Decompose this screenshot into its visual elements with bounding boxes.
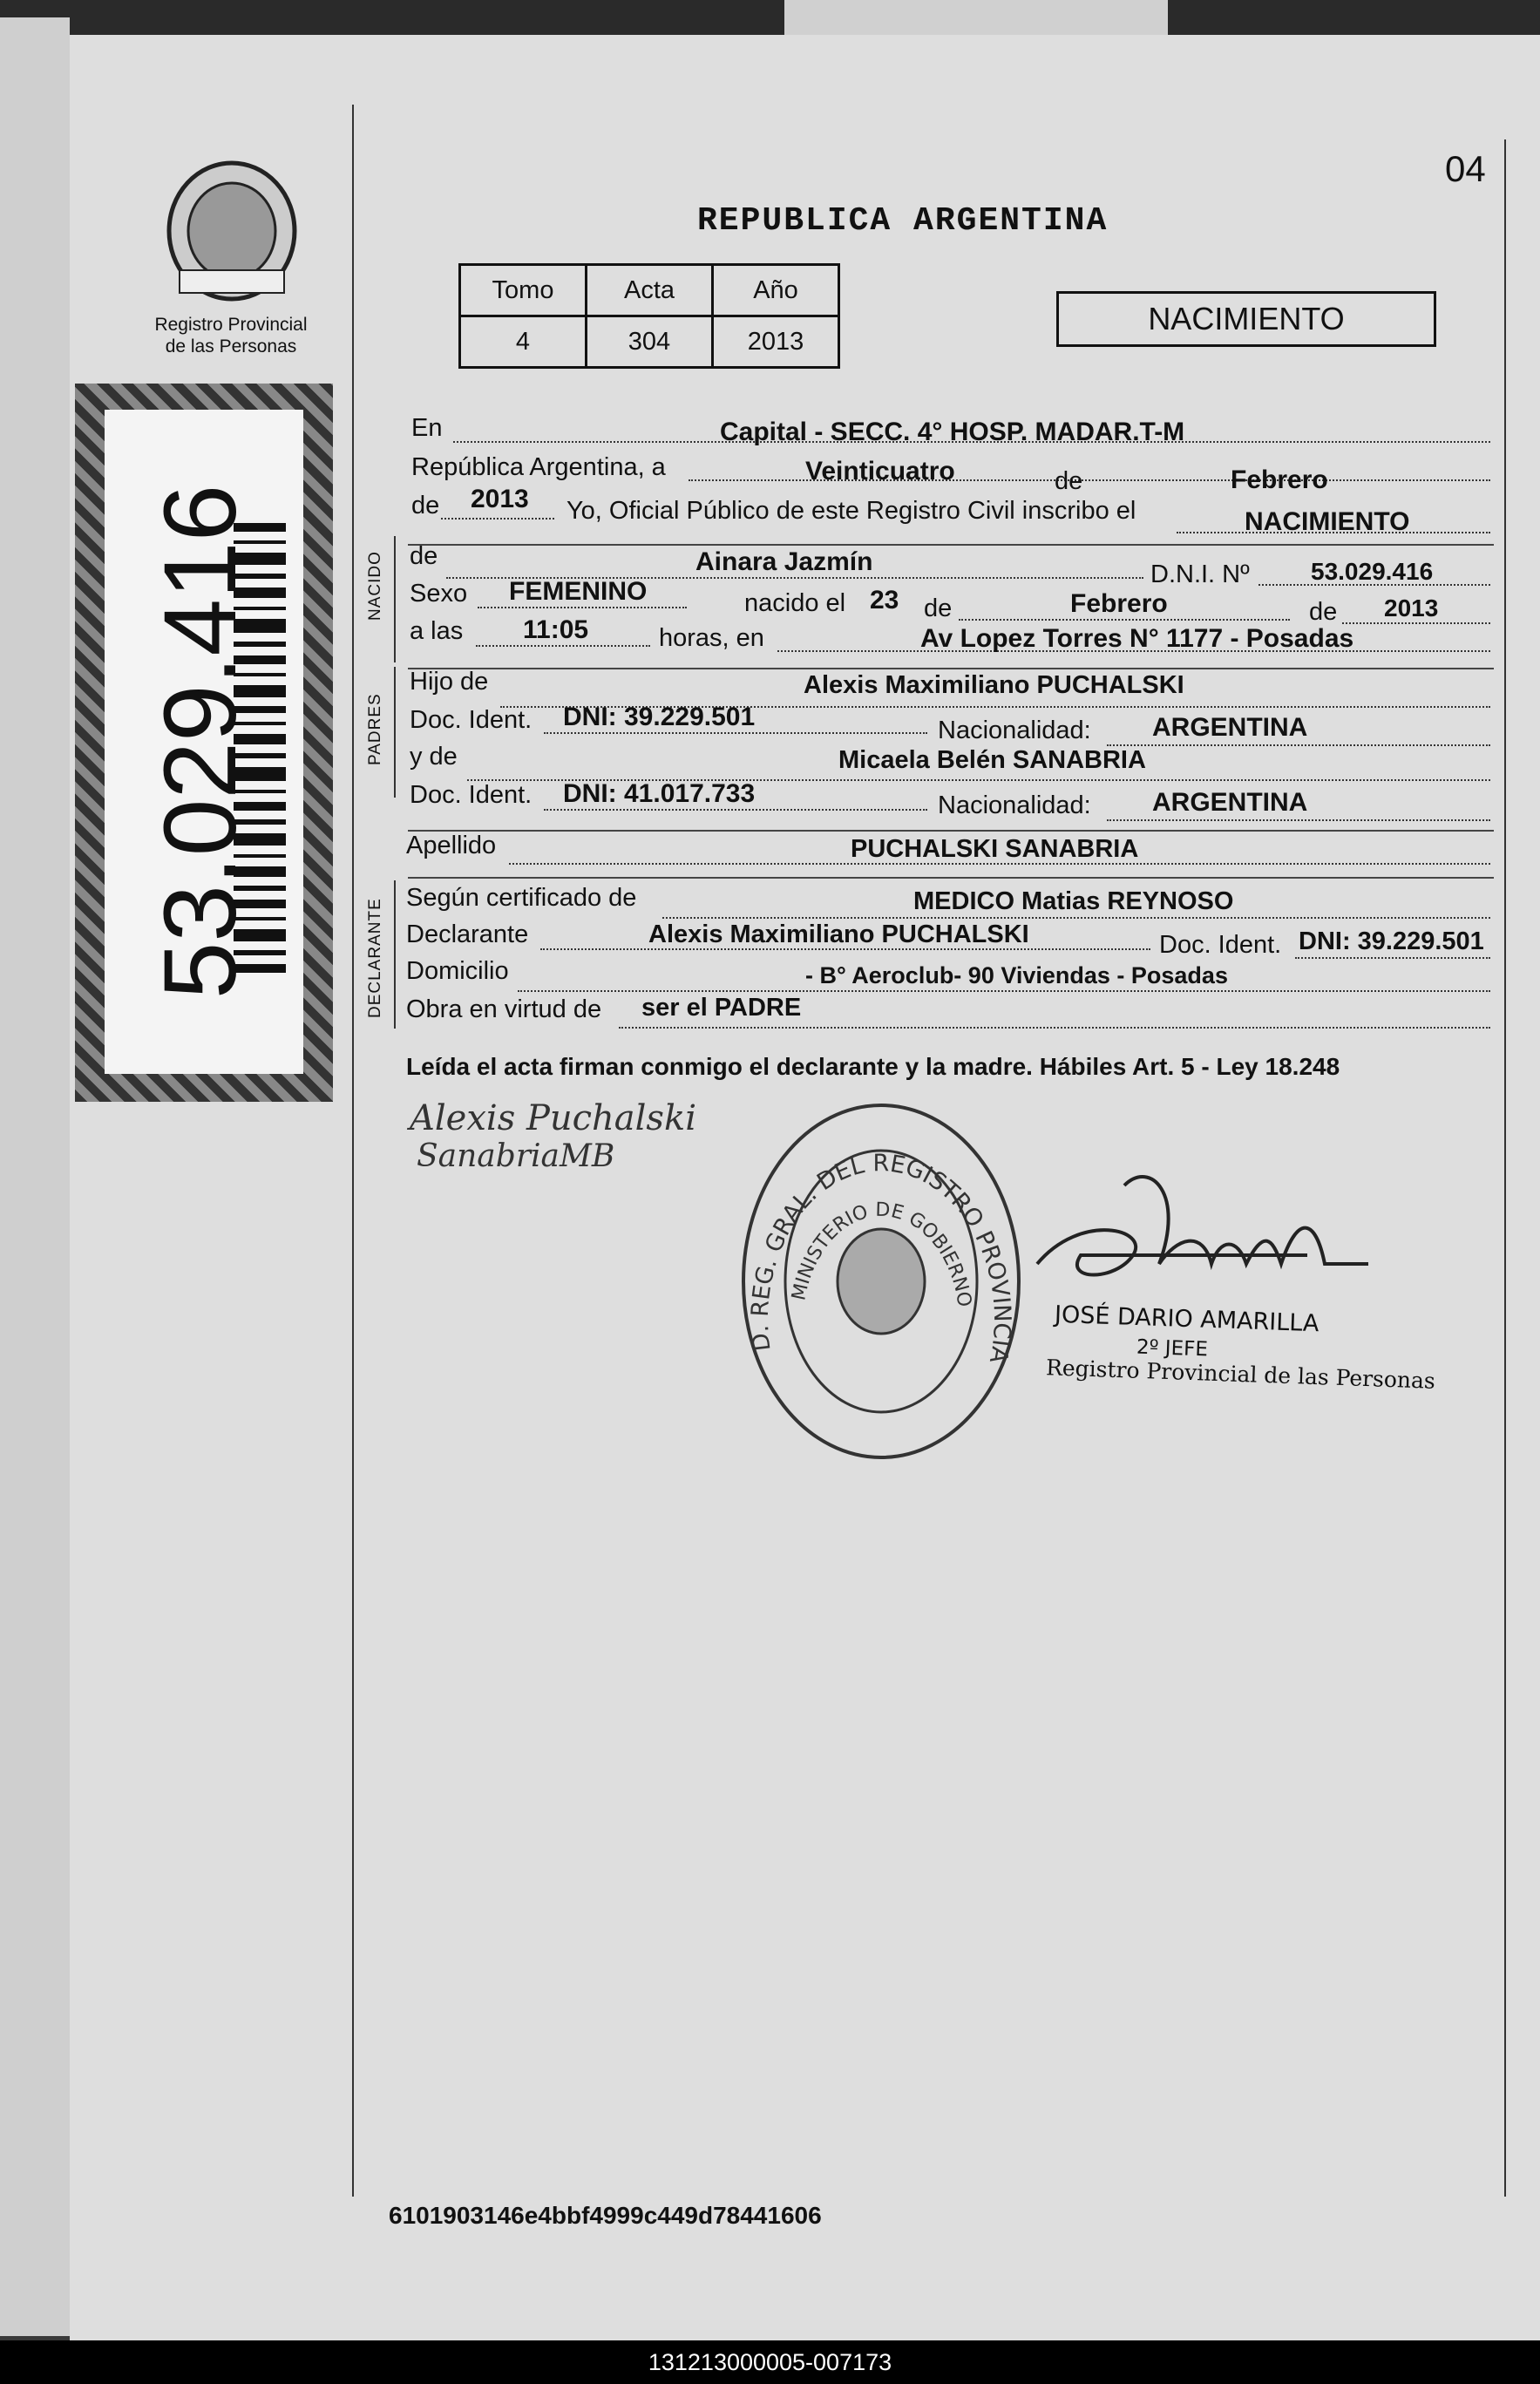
left-page-edge <box>0 17 70 2336</box>
section-label-padres: PADRES <box>366 693 384 765</box>
handwritten-name: Alexis Puchalski <box>410 1098 696 1138</box>
stamp-emblem-icon <box>838 1229 925 1334</box>
label-hijo: Hijo de <box>410 668 489 696</box>
value-obra: ser el PADRE <box>641 994 802 1022</box>
handwritten-surname: SanabriaMB <box>417 1138 615 1174</box>
label-docident3: Doc. Ident. <box>1159 931 1282 959</box>
value-domicilio: - B° Aeroclub- 90 Viviendas - Posadas <box>805 962 1228 988</box>
stamp-inner-text-path: MINISTERIO DE GOBIERNO <box>788 1199 975 1309</box>
right-border-line <box>1504 139 1506 2197</box>
value-tomo: 4 <box>460 316 587 368</box>
page-title: REPUBLICA ARGENTINA <box>697 202 1109 240</box>
page-number: 04 <box>1445 148 1486 189</box>
label-nacionalidad: Nacionalidad: <box>938 717 1091 744</box>
label-de4: de <box>924 594 953 622</box>
dots-declarante-doc <box>1295 957 1490 959</box>
margin-line <box>352 105 354 2197</box>
dots-padre-doc <box>544 732 927 734</box>
value-acta: 304 <box>587 316 713 368</box>
label-dni: D.N.I. Nº <box>1150 560 1250 588</box>
label-sexo: Sexo <box>410 580 468 608</box>
value-anio: 2013 <box>713 316 839 368</box>
dots-domicilio <box>518 990 1490 992</box>
barcode-number <box>105 410 303 1074</box>
label-segun: Según certificado de <box>406 884 637 912</box>
label-de2: de <box>411 492 440 520</box>
label-domicilio: Domicilio <box>406 957 509 985</box>
logo-caption <box>131 314 331 357</box>
header-tomo: Tomo <box>460 265 587 316</box>
value-madre-nac: ARGENTINA <box>1152 788 1308 817</box>
dots-segun <box>662 917 1490 919</box>
value-madre: Micaela Belén SANABRIA <box>838 746 1146 774</box>
divider-4 <box>408 877 1494 879</box>
value-inscribo: NACIMIENTO <box>1245 507 1410 536</box>
official-stamp <box>737 1098 1025 1464</box>
value-hora: 11:05 <box>523 615 589 644</box>
dots-nacido-anio <box>1342 622 1490 624</box>
label-de3: de <box>410 542 438 570</box>
dots-madre-doc <box>544 809 927 811</box>
label-nacido: nacido el <box>744 589 846 617</box>
logo-line1: Registro Provincial <box>154 315 308 335</box>
dots-padre-nac <box>1107 744 1490 746</box>
section-line-padres <box>394 667 396 798</box>
value-nombre: Ainara Jazmín <box>695 547 873 576</box>
barcode-number-text: 53.029.416 <box>143 484 258 1000</box>
footer-code: 131213000005-007173 <box>0 2340 1540 2384</box>
value-lugar: Av Lopez Torres N° 1177 - Posadas <box>920 624 1354 653</box>
label-apellido: Apellido <box>406 832 497 859</box>
closing-text: Leída el acta firman conmigo el declarante y la madre. Hábiles Art. 5 - Ley 18.248 <box>406 1053 1340 1080</box>
label-alas: a las <box>410 617 464 645</box>
value-apellido: PUCHALSKI SANABRIA <box>851 835 1139 863</box>
dots-obra <box>619 1027 1490 1029</box>
dots-nacido-mes <box>959 619 1290 621</box>
divider-2 <box>408 668 1494 669</box>
official-office: Registro Provincial de las Personas <box>1045 1355 1436 1394</box>
value-segun: MEDICO Matias REYNOSO <box>913 887 1234 915</box>
value-padre-doc: DNI: 39.229.501 <box>563 703 756 731</box>
record-type-box: NACIMIENTO <box>1056 291 1436 347</box>
value-declarante-doc: DNI: 39.229.501 <box>1299 927 1484 955</box>
label-obra: Obra en virtud de <box>406 995 602 1023</box>
label-en: En <box>411 414 443 442</box>
official-signature <box>1028 1159 1377 1316</box>
section-label-nacido: NACIDO <box>366 551 384 621</box>
value-dia: Veinticuatro <box>805 457 955 486</box>
section-label-declarante: DECLARANTE <box>366 898 384 1018</box>
label-de5: de <box>1309 598 1338 626</box>
value-nacido-anio: 2013 <box>1384 594 1439 621</box>
label-docident2: Doc. Ident. <box>410 781 533 809</box>
divider-3 <box>408 830 1494 832</box>
label-horas: horas, en <box>659 624 764 652</box>
stamp-outer-text-path: D. REG. GRAL. DEL REGISTRO PROVINCIA <box>746 1150 1016 1366</box>
label-docident: Doc. Ident. <box>410 706 533 734</box>
official-role: 2º JEFE <box>1136 1335 1209 1362</box>
header-acta: Acta <box>587 265 713 316</box>
label-declarante: Declarante <box>406 920 529 948</box>
official-name: JOSÉ DARIO AMARILLA <box>1054 1301 1320 1338</box>
document-hash: 6101903146e4bbf4999c449d78441606 <box>389 2202 822 2229</box>
value-anio: 2013 <box>471 485 529 513</box>
dots-anio <box>441 518 554 520</box>
dots-madre-nac <box>1107 819 1490 821</box>
registry-table <box>458 263 840 369</box>
label-republica: República Argentina, a <box>411 453 666 481</box>
section-line-declarante <box>394 880 396 1029</box>
logo-line2: de las Personas <box>165 336 297 357</box>
value-declarante: Alexis Maximiliano PUCHALSKI <box>648 920 1029 948</box>
value-madre-doc: DNI: 41.017.733 <box>563 779 756 808</box>
value-en: Capital - SECC. 4° HOSP. MADAR.T-M <box>720 418 1185 446</box>
value-dni: 53.029.416 <box>1311 558 1434 585</box>
value-padre-nac: ARGENTINA <box>1152 713 1308 742</box>
label-yde: y de <box>410 743 458 771</box>
section-line-nacido <box>394 536 396 662</box>
value-padre: Alexis Maximiliano PUCHALSKI <box>804 671 1184 699</box>
divider-1 <box>408 544 1494 546</box>
label-de: de <box>1055 467 1083 495</box>
label-nacionalidad2: Nacionalidad: <box>938 791 1091 819</box>
province-seal <box>162 157 302 305</box>
value-mes: Febrero <box>1231 465 1328 494</box>
dots-sexo <box>478 607 687 608</box>
value-sexo: FEMENINO <box>509 577 648 606</box>
label-yo: Yo, Oficial Público de este Registro Civil inscribo el <box>566 497 1136 525</box>
header-anio: Año <box>713 265 839 316</box>
dots-hora <box>476 645 650 647</box>
value-nacido-mes: Febrero <box>1070 589 1168 618</box>
value-nacido-dia: 23 <box>870 586 899 615</box>
